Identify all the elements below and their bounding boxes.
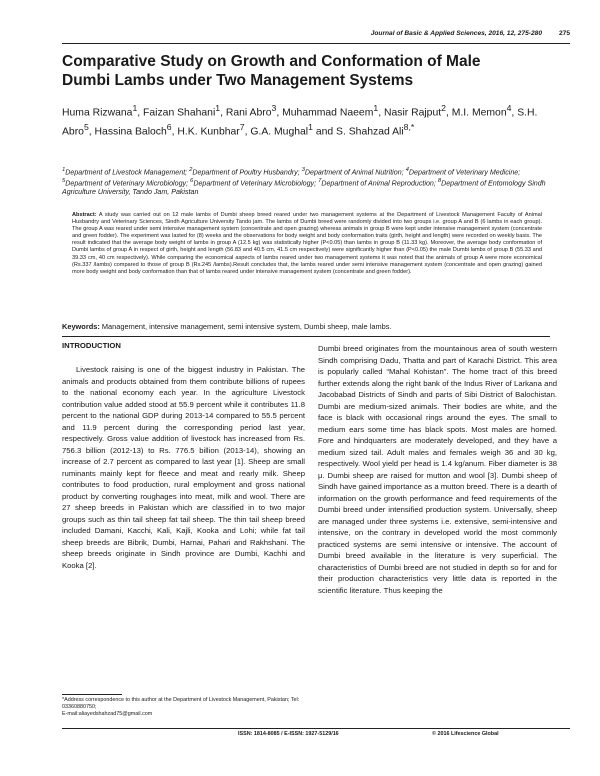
keywords [62, 322, 552, 331]
introduction-heading: INTRODUCTION [62, 341, 121, 350]
running-header [62, 30, 570, 42]
footer-copyright: © 2016 Lifescience Global [432, 731, 499, 737]
left-column [62, 340, 305, 571]
journal-citation: Journal of Basic & Applied Sciences, 2016, 12, 275-280 [370, 30, 542, 37]
footnote-email: E-mail:aliayedshahzad75@gmail.com [62, 711, 153, 718]
right-column [318, 343, 557, 596]
footnote-address: *Address correspondence to this author at the Department of Livestock Management, Pakistan; Tel: 03360880750; [62, 697, 300, 711]
affiliations: $^1$Department of Livestock Management; $^2$Department of Poultry Husbandry; $^3$Department of Animal Nutrition; $^4$Department of Veterinary Medicine; $^5$Department of Veterinary Microbiology; $^6$Department of Veterinary Microbiology; $^7$Department of Animal Reproduction; $^8$Department of Entomology Sindh Agriculture University, Tando Jam, Pakistan [62, 167, 546, 197]
abstract-label: Abstract: [72, 212, 97, 218]
keywords-label: Keywords: [62, 322, 100, 331]
author-list: Huma Rizwana$^1$, Faizan Shahani$^1$, Rani Abro$^3$, Muhammad Naeem$^1$, Nasir Rajput$^2$, M.I. Memon$^4$, S.H. Abro$^5$, Hassina Baloch$^6$, H.K. Kunbhar$^7$, G.A. Mughal$^1$ and S. Shahzad Ali$^{8,*}$ [62, 103, 538, 138]
paper-title: Comparative Study on Growth and Conformation of Male Dumbi Lambs under Two Management Systems [62, 53, 481, 89]
page-number: 275 [558, 30, 570, 37]
footer-rule [62, 728, 570, 729]
correspondence-footnote [62, 697, 302, 719]
keywords-text: Management, intensive management, semi intensive system, Dumbi sheep, male lambs. [101, 322, 392, 331]
header-rule [62, 43, 570, 44]
abstract [72, 212, 542, 276]
abstract-text: A study was carried out on 12 male lambs of Dumbi sheep breed reared under two management systems at the Department of Livestock Management Faculty of Animal Husbandry and Veterinary Sciences, Sindh Agriculture University Tando jam. The lambs of Dumbi breed were randomly divided into two groups i.e. group A and B (6 lambs in each group). The group A was reared under semi intensive management system (concentrate and open grazing) whereas animals in group B were kept under intensive management system (concentrate and green fodder). The experiment was lasted for (8) weeks and the observations for body weight and body conformation traits (girth, height and length) were recorded on weekly basis. The result indicated that the average body weight of lambs in group A (12.5 kg) was statistically higher (P<0.05) than lambs in group B (11.33 kg). Moreover, the average body conformation of Dumbi lambs of group A in respect of girth, height and length (56.83 and 40.5 cm, 41.5 cm respectively) were significantly higher than (P<0.05) the male Dumbi lambs of group B (55.33 and 39.33 cm, 40 cm respectively). While comparing the economical aspects of lambs reared under two management systems it was noted that the animals of group A were more economical (Rs.337 /lambs) compared to those of group B (Rs.245 /lambs).Result concludes that, the lambs reared under semi intensive management system (concentrate and open grazing) gained more body weight and body conformation than that of lambs reared under intensive management system (concentrate and green fodder). [72, 212, 543, 275]
introduction-paragraph-1: Livestock raising is one of the biggest industry in Pakistan. The animals and products obtained from them contribute billions of rupees to the national economy each year. In the agriculture Livestock contribution value added stood at 55.9 percent while it contributes 11.8 percent to the national GDP during 2013-14 compared to 55.5 percent and 11.9 percent during the corresponding period last year, respectively. Gross value addition of livestock has increased from Rs. 756.3 billion (2012-13) to Rs. 776.5 billion (2013-14), showing an increase of 2.7 percent as compared to last year [1]. Sheep are small ruminants mainly kept for fleece and meat and rearly milk. Sheep contributes to food production, rural employment and gross national product by converting roughages into meat, milk and wool. There are 27 sheep breeds in Pakistan which are classified in to two major groups such as thin tail sheep fat tail sheep. The thin tail sheep breed included Damani, Kacchi, Kali, Kajli, Kooka and Lohi; while fat tail sheep breeds are Bibrik, Dumbi, Harnai, Pahari and Rakhshani. The sheep breeds originate in Sindh province are Dumbi, Kachhi and Kooka [2]. [62, 365, 305, 570]
keywords-rule [62, 336, 550, 337]
introduction-paragraph-2: Dumbi breed originates from the mountainous area of south western Sindh comprising Dadu, Thatta and part of Karachi District. This area is popularly called “Mahal Kohistan”. The home tract of this breed further extends along the right bank of the Indus River of Larkana and Jacobabad Districts of Sindh and parts of Sibi District of Balochistan. Dumbi are medium-sized animals. Their bodies are white, and the face is black with occasional rings around the eyes. The small to medium ears some time has black spots. Most males are horned. Fore and hindquarters are moderately developed, and they have a medium sized tail. Adult males and females weigh 36 and 30 kg, respectively. Wool yield per head is 1.4 kg/anum. Fiber diameter is 38 μ. Dumbi sheep are raised for mutton and wool [3]. Dumbi sheep of Sindh have gained importance as a mutton breed. There is a dearth of information on the growth performance and feed requirements of the Dumbi breed under intensified production system. Universally, sheep are managed under three systems i.e. extensive, semi-intensive and intensive, on the contrary in developed world the most commonly practiced systems are semi intensive or intensive. The account of Dumbi breed available in the literature is very superficial. The characteristics of Dumbi breed are not studied in depth so for and for their production characteristics very little data is reported in the scientific literature. Thus keeping the [318, 344, 557, 595]
footnote-rule [62, 694, 122, 695]
footer-issn: ISSN: 1814-8085 / E-ISSN: 1927-5129/16 [238, 731, 339, 737]
